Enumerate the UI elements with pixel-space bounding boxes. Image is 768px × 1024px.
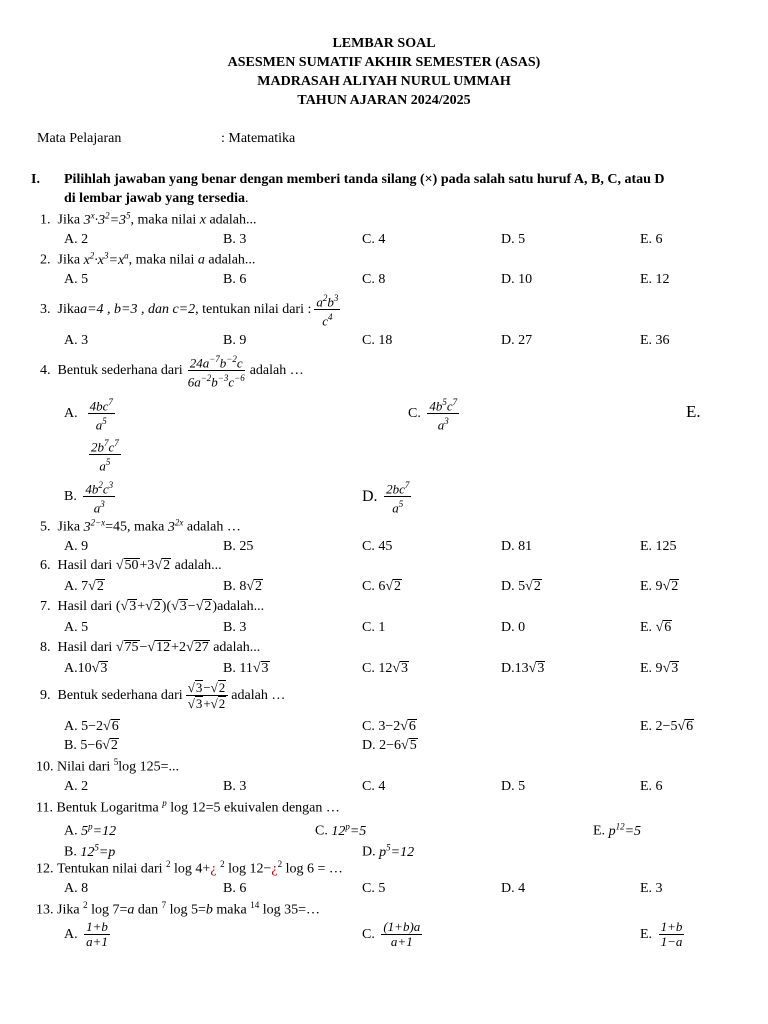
option-9c[interactable]: C. 3−2√6: [362, 719, 416, 734]
option-5c[interactable]: C. 45: [362, 539, 393, 554]
option-1c[interactable]: C. 4: [362, 232, 386, 247]
question-12: 12. Tentukan nilai dari $^2$ log 4+¿ $^2$ log 12−¿$^2$ log 6 = …: [36, 859, 343, 877]
question-6: 6. Hasil dari √50+3√2 adalah...: [40, 558, 222, 573]
question-3: 3. Jika a=4 , b=3 , dan c=2 , tentukan nilai dari : $\frac{a^2b^3}{c^4}$: [40, 293, 339, 329]
option-4a[interactable]: A. $\frac{4bc^7}{a^5}$: [64, 397, 113, 433]
option-11d[interactable]: D. $p^5=12$: [362, 842, 415, 860]
option-10c[interactable]: C. 4: [362, 779, 386, 794]
option-7c[interactable]: C. 1: [362, 620, 386, 635]
option-5b[interactable]: B. 25: [223, 539, 254, 554]
header-exam: ASESMEN SUMATIF AKHIR SEMESTER (ASAS): [227, 55, 541, 70]
option-12b[interactable]: B. 6: [223, 881, 247, 896]
option-3d[interactable]: D. 27: [501, 333, 533, 348]
option-6a[interactable]: A. 7√2: [64, 579, 104, 594]
option-10a[interactable]: A. 2: [64, 779, 89, 794]
option-13e[interactable]: E. $\frac{1+b}{1-a}$: [640, 919, 683, 949]
option-7a[interactable]: A. 5: [64, 620, 89, 635]
header-year: TAHUN AJARAN 2024/2025: [297, 93, 471, 108]
option-1e[interactable]: E. 6: [640, 232, 663, 247]
option-7d[interactable]: D. 0: [501, 620, 526, 635]
subject-label: Mata Pelajaran: [37, 131, 122, 146]
option-2b[interactable]: B. 6: [223, 272, 247, 287]
option-6b[interactable]: B. 8√2: [223, 579, 263, 594]
option-4e-value: $\frac{2b^7c^7}{a^5}$: [91, 438, 119, 474]
header-title: LEMBAR SOAL: [332, 36, 436, 51]
subject-value: : Matematika: [221, 131, 296, 146]
question-1: 1. Jika $3^x\cdot 3^2=3^5$, maka nilai x adalah...: [40, 210, 257, 228]
option-3e[interactable]: E. 36: [640, 333, 670, 348]
option-12e[interactable]: E. 3: [640, 881, 663, 896]
option-5a[interactable]: A. 9: [64, 539, 89, 554]
question-4: 4. Bentuk sederhana dari $\frac{24a^{-7}b^{-2}c}{6a^{-2}b^{-3}c^{-6}}$ adalah …: [40, 354, 304, 390]
question-13: 13. Jika $^2$ log 7=a dan $^7$ log 5=b maka $^{14}$ log 35=…: [36, 900, 320, 918]
option-1b[interactable]: B. 3: [223, 232, 247, 247]
question-5: 5. Jika $3^{2-x}=45$, maka $3^{2x}$ adalah …: [40, 517, 241, 535]
option-9a[interactable]: A. 5−2√6: [64, 719, 119, 734]
option-6e[interactable]: E. 9√2: [640, 579, 679, 594]
option-11e[interactable]: E. $p^{12}=5$: [593, 821, 642, 839]
option-5e[interactable]: E. 125: [640, 539, 677, 554]
section-instruction-1: Pilihlah jawaban yang benar dengan memberi tanda silang (×) pada salah satu huruf A, B, C, atau D: [64, 172, 665, 187]
question-8: 8. Hasil dari √75−√12+2√27 adalah...: [40, 640, 261, 655]
option-2d[interactable]: D. 10: [501, 272, 533, 287]
option-10d[interactable]: D. 5: [501, 779, 526, 794]
option-6d[interactable]: D. 5√2: [501, 579, 541, 594]
question-10: 10. Nilai dari $^5$log 125=...: [36, 757, 180, 775]
option-11b[interactable]: B. $12^5=p$: [64, 842, 116, 860]
option-11a[interactable]: A. $5^p=12$: [64, 821, 117, 839]
section-number: I.: [31, 172, 40, 187]
option-13c[interactable]: C. $\frac{(1+b)a}{a+1}$: [362, 919, 421, 949]
option-2e[interactable]: E. 12: [640, 272, 670, 287]
option-3b[interactable]: B. 9: [223, 333, 247, 348]
option-8a[interactable]: A.10√3: [64, 661, 108, 676]
option-10e[interactable]: E. 6: [640, 779, 663, 794]
section-instruction-2: di lembar jawab yang tersedia.: [64, 191, 249, 206]
option-6c[interactable]: C. 6√2: [362, 579, 402, 594]
option-2c[interactable]: C. 8: [362, 272, 386, 287]
option-5d[interactable]: D. 81: [501, 539, 533, 554]
question-7: 7. Hasil dari (√3+√2)(√3−√2)adalah...: [40, 599, 265, 614]
option-10b[interactable]: B. 3: [223, 779, 247, 794]
option-2a[interactable]: A. 5: [64, 272, 89, 287]
option-9b[interactable]: B. 5−6√2: [64, 738, 118, 753]
option-7b[interactable]: B. 3: [223, 620, 247, 635]
question-2: 2. Jika $x^2\cdot x^3=x^a$, maka nilai a adalah...: [40, 250, 256, 268]
option-4b[interactable]: B. $\frac{4b^2c^3}{a^3}$: [64, 480, 114, 516]
option-9e[interactable]: E. 2−5√6: [640, 719, 694, 734]
option-12d[interactable]: D. 4: [501, 881, 526, 896]
option-1d[interactable]: D. 5: [501, 232, 526, 247]
option-4c[interactable]: C. $\frac{4b^5c^7}{a^3}$: [408, 397, 458, 433]
option-8b[interactable]: B. 11√3: [223, 661, 269, 676]
option-12a[interactable]: A. 8: [64, 881, 89, 896]
option-12c[interactable]: C. 5: [362, 881, 386, 896]
option-4d[interactable]: D. $\frac{2bc^7}{a^5}$: [362, 480, 410, 516]
option-7e[interactable]: E. √6: [640, 620, 672, 635]
option-3c[interactable]: C. 18: [362, 333, 393, 348]
option-4e-label[interactable]: E.: [686, 402, 701, 421]
option-8c[interactable]: C. 12√3: [362, 661, 409, 676]
question-11: 11. Bentuk Logaritma $^p$ log 12=5 ekuivalen dengan …: [36, 798, 340, 816]
option-3a[interactable]: A. 3: [64, 333, 89, 348]
option-9d[interactable]: D. 2−6√5: [362, 738, 417, 753]
option-13a[interactable]: A. $\frac{1+b}{a+1}$: [64, 919, 108, 949]
option-8e[interactable]: E. 9√3: [640, 661, 679, 676]
header-school: MADRASAH ALIYAH NURUL UMMAH: [257, 74, 511, 89]
option-11c[interactable]: C. $12^p=5$: [315, 821, 367, 839]
question-9: 9. Bentuk sederhana dari $\frac{√3-√2}{√3+√2}$ adalah …: [40, 680, 286, 711]
option-1a[interactable]: A. 2: [64, 232, 89, 247]
option-8d[interactable]: D.13√3: [501, 661, 545, 676]
